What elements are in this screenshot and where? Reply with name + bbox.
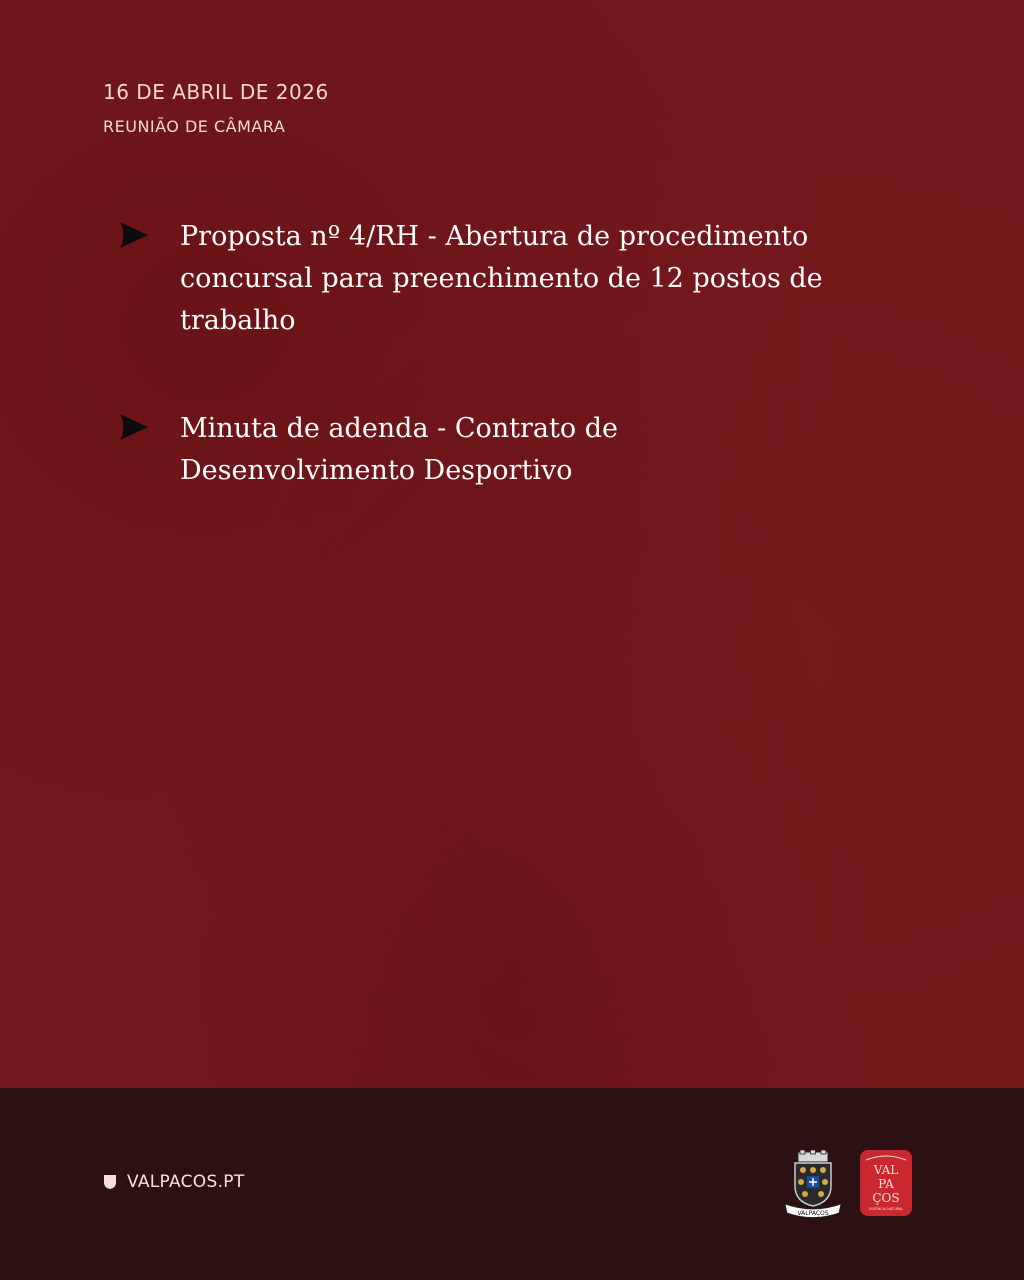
svg-text:VAL: VAL xyxy=(873,1163,899,1177)
crest-caption: VALPAÇOS xyxy=(797,1210,829,1217)
shield-icon xyxy=(103,1174,117,1190)
svg-text:PA: PA xyxy=(878,1177,894,1191)
meeting-title: REUNIÃO DE CÂMARA xyxy=(103,117,286,136)
municipal-crest-logo xyxy=(781,1150,845,1220)
svg-text:ÇOS: ÇOS xyxy=(872,1191,900,1205)
agenda-item-text: Minuta de adenda - Contrato de Desenvolvimento Desportivo xyxy=(180,413,618,486)
agenda-item xyxy=(118,216,838,342)
footer xyxy=(0,1088,1024,1280)
header xyxy=(103,78,329,138)
meeting-date: 16 DE ABRIL DE 2026 xyxy=(103,80,329,104)
svg-text:ESSÊNCIA NATURAL: ESSÊNCIA NATURAL xyxy=(868,1207,904,1211)
arrow-bullet-icon xyxy=(118,412,150,442)
valpacos-brand-logo xyxy=(860,1150,912,1216)
agenda-item xyxy=(118,408,838,492)
website-label: VALPACOS.PT xyxy=(127,1172,245,1192)
website-link[interactable] xyxy=(103,1172,245,1192)
arrow-bullet-icon xyxy=(118,220,150,250)
agenda-item-text: Proposta nº 4/RH - Abertura de procedimento concursal para preenchimento de 12 postos de trabalho xyxy=(180,221,823,336)
